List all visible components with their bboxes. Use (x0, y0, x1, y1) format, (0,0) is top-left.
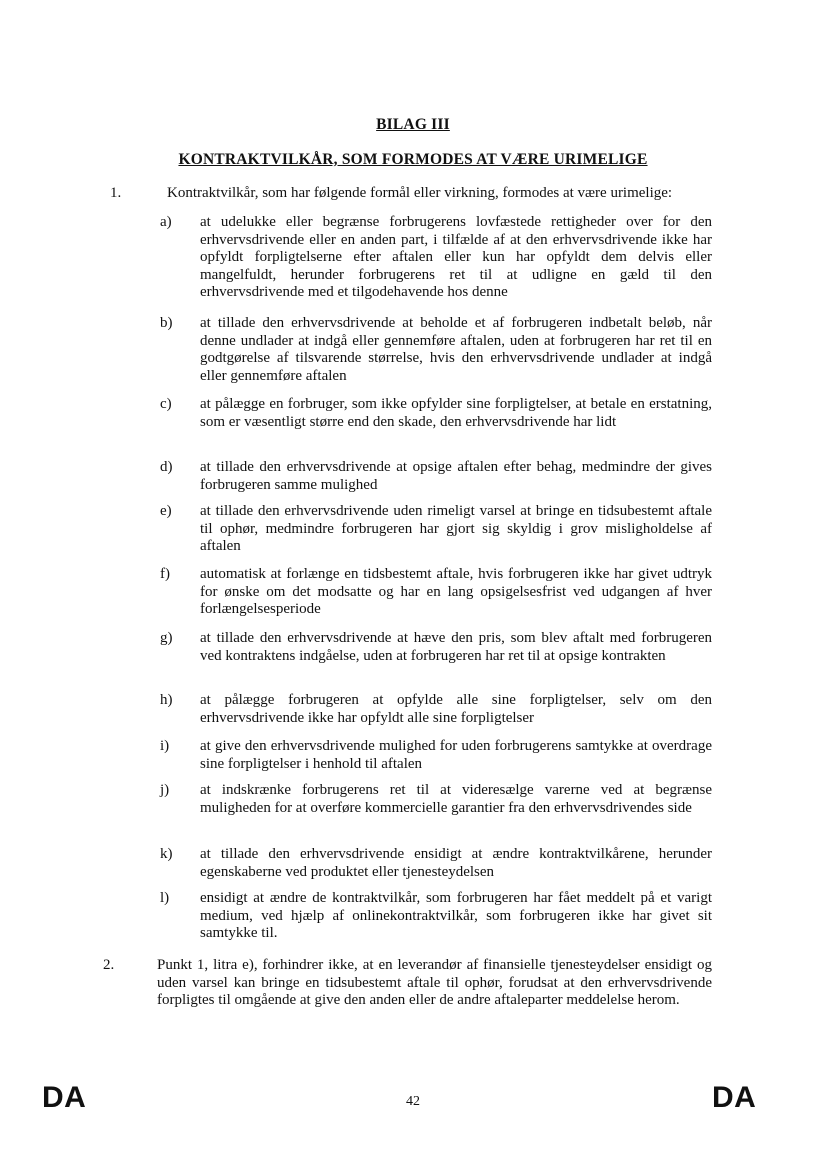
item-text: at pålægge en forbruger, som ikke opfylder sine forpligtelser, at betale en erstatning, som er væsentligt større end den skade, den erhvervsdrivende har lidt (200, 396, 712, 430)
item-text: at tillade den erhvervsdrivende at opsige aftalen efter behag, medmindre der gives forbrugeren samme mulighed (200, 459, 712, 493)
item-letter: c) (160, 396, 172, 412)
item-text: at give den erhvervsdrivende mulighed for uden forbrugerens samtykke at overdrage sine forpligtelser i henhold til aftalen (200, 738, 712, 772)
item-letter: l) (160, 890, 170, 906)
item-text: at indskrænke forbrugerens ret til at videresælge varerne ved at begrænse muligheden for at overføre kommercielle garantier fra den erhvervsdrivendes side (200, 782, 712, 816)
item-letter: j) (160, 782, 170, 798)
item-letter: h) (160, 692, 173, 708)
item-text: ensidigt at ændre de kontraktvilkår, som forbrugeren har fået meddelt på et varigt medium, ved hjælp af onlinekontraktvilkår, som forbrugeren ikke har givet sit samtykke til. (200, 890, 712, 941)
annex-subtitle: KONTRAKTVILKÅR, SOM FORMODES AT VÆRE URIMELIGE (178, 151, 648, 168)
item-letter: i) (160, 738, 170, 754)
language-code-left: DA (42, 1081, 87, 1114)
item-text: at tillade den erhvervsdrivende at beholde et af forbrugeren indbetalt beløb, når denne undlader at indgå eller gennemføre aftalen, uden at forbrugeren har ret til en godtgørelse af tilsvarende størrelse, hvis den erhvervsdrivende undlader at indgå eller gennemføre aftalen (200, 315, 712, 384)
section-number: 1. (110, 185, 122, 201)
page-number: 42 (406, 1094, 420, 1109)
item-letter: e) (160, 503, 172, 519)
item-text: at tillade den erhvervsdrivende at hæve den pris, som blev aftalt med forbrugeren ved kontraktens indgåelse, uden at forbrugeren har ret til at opsige kontrakten (200, 630, 712, 664)
item-text: at udelukke eller begrænse forbrugerens lovfæstede rettigheder over for den erhvervsdrivende eller en anden part, i tilfælde af at den erhvervsdrivende ikke har opfyldt forpligtelserne efter aftalen eller kun har opfyldt dem delvis eller mangelfuldt, herunder forbrugerens ret til at udligne en gæld til den erhvervsdrivende med et tilgodehavende hos denne (200, 214, 712, 300)
item-text: automatisk at forlænge en tidsbestemt aftale, hvis forbrugeren ikke har givet udtryk for ønske om det modsatte og har en lang opsigelsesfrist ved udgangen af hver forlængelsesperiode (200, 566, 712, 617)
section-intro: Kontraktvilkår, som har følgende formål eller virkning, formodes at være urimelige: (167, 185, 673, 201)
section-text: Punkt 1, litra e), forhindrer ikke, at en leverandør af finansielle tjenesteydelser ensidigt og uden varsel kan bringe en tidsubestemt aftale til ophør, forudsat at den erhvervsdrivende forpligtes til omgående at give den anden eller de andre aftaleparter meddelelse herom. (157, 957, 712, 1008)
item-letter: a) (160, 214, 172, 230)
item-letter: g) (160, 630, 173, 646)
item-letter: d) (160, 459, 173, 475)
item-text: at tillade den erhvervsdrivende ensidigt at ændre kontraktvilkårene, herunder egenskaberne ved produktet eller tjenesteydelsen (200, 846, 712, 880)
language-code-right: DA (712, 1081, 757, 1114)
annex-title: BILAG III (376, 116, 450, 133)
item-text: at pålægge forbrugeren at opfylde alle sine forpligtelser, selv om den erhvervsdrivende ikke har opfyldt alle sine forpligtelser (200, 692, 712, 726)
item-letter: b) (160, 315, 173, 331)
item-text: at tillade den erhvervsdrivende uden rimeligt varsel at bringe en tidsubestemt aftale til ophør, medmindre forbrugeren har gjort sig skyldig i grov misligholdelse af aftalen (200, 503, 712, 554)
item-letter: k) (160, 846, 173, 862)
item-letter: f) (160, 566, 170, 582)
section-number: 2. (103, 957, 115, 973)
